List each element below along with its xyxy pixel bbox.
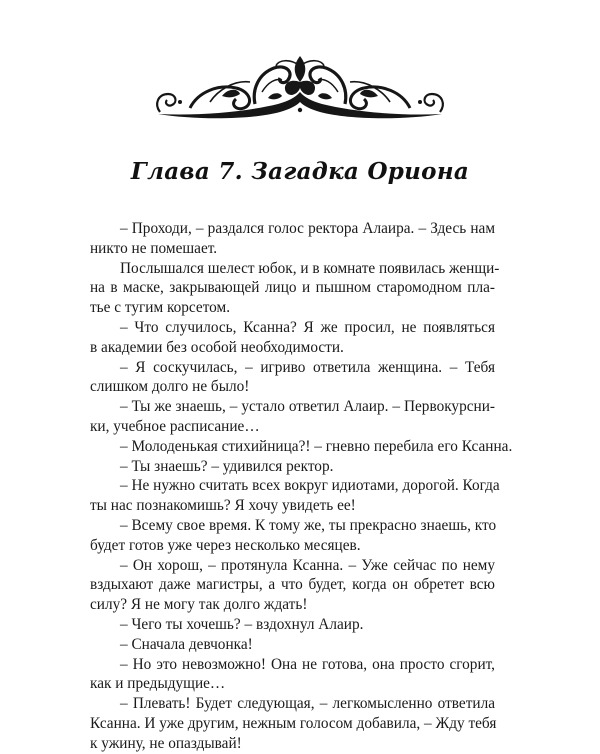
- text-line: как и предыдущие…: [90, 675, 226, 693]
- text-line: – Ты же знаешь, – устало ответил Алаир. – Первокурсни-: [120, 398, 495, 416]
- paragraph: [90, 219, 495, 259]
- paragraph: [90, 358, 495, 398]
- text-line: ки, учебное расписание…: [90, 417, 260, 435]
- paragraph: [90, 556, 495, 615]
- text-line: – Ты знаешь? – удивился ректор.: [120, 457, 334, 475]
- paragraph: [90, 635, 495, 655]
- text-line: – Молоденькая стихийница?! – гневно перебила его Ксанна.: [120, 437, 513, 455]
- text-line: – Он хорош, – протянула Ксанна. – Уже сейчас по нему: [120, 556, 495, 574]
- text-line: в академии без особой необходимости.: [90, 338, 344, 356]
- text-line: будет готов уже через несколько месяцев.: [90, 536, 361, 554]
- text-line: на в маске, закрывающей лицо и пышном старомодном пла-: [90, 279, 495, 297]
- paragraph: [90, 457, 495, 477]
- text-line: – Чего ты хочешь? – вздохнул Алаир.: [120, 615, 364, 633]
- paragraph: [90, 397, 495, 437]
- text-line: – Плевать! Будет следующая, – легкомысленно ответила: [120, 695, 495, 713]
- paragraph: [90, 318, 495, 358]
- text-line: слишком долго не было!: [90, 378, 250, 396]
- text-line: к ужину, не опаздывай!: [90, 734, 242, 752]
- text-line: – Но это невозможно! Она не готова, она просто сгорит,: [120, 655, 495, 673]
- text-line: Послышался шелест юбок, и в комнате появилась женщи-: [120, 259, 500, 277]
- text-line: – Я соскучилась, – игриво ответила женщина. – Тебя: [120, 358, 495, 376]
- paragraph: [90, 516, 495, 556]
- text-line: – Сначала девчонка!: [120, 635, 253, 653]
- paragraph: [90, 437, 513, 457]
- text-line: ты нас познакомишь? Я хочу увидеть ее!: [90, 497, 356, 515]
- chapter-body: [90, 219, 513, 754]
- text-line: – Что случилось, Ксанна? Я же просил, не появляться: [120, 318, 495, 336]
- text-line: – Проходи, – раздался голос ректора Алаира. – Здесь нам: [120, 220, 495, 237]
- text-line: – Всему свое время. К тому же, ты прекрасно знаешь, кто: [120, 516, 497, 534]
- text-line: Ксанна. И уже другим, нежным голосом добавила, – Жду тебя: [90, 714, 497, 732]
- decorative-ornament-icon: [150, 52, 450, 124]
- text-line: вздыхают даже магистры, а что будет, когда он обретет всю: [90, 576, 495, 594]
- paragraph: [90, 655, 495, 695]
- text-line: никто не помешает.: [90, 239, 218, 257]
- paragraph: [90, 476, 500, 516]
- chapter-title: Глава 7. Загадка Ориона: [130, 158, 470, 185]
- text-line: тье с тугим корсетом.: [90, 299, 231, 317]
- paragraph: [90, 694, 495, 753]
- paragraph: [90, 259, 500, 318]
- text-line: силу? Я не могу так долго ждать!: [90, 596, 308, 614]
- paragraph: [90, 615, 495, 635]
- text-line: – Не нужно считать всех вокруг идиотами, дорогой. Когда: [120, 477, 500, 495]
